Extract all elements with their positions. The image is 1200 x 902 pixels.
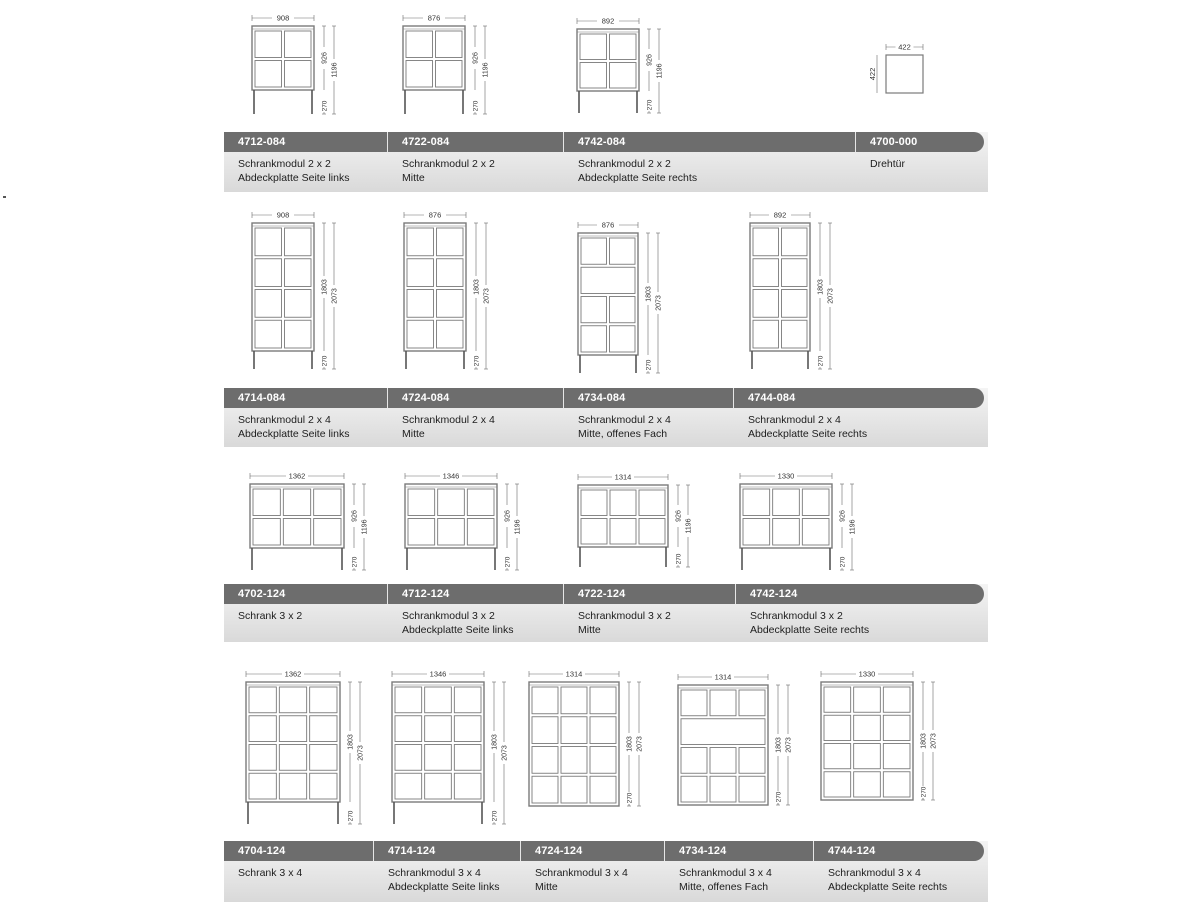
body-height-label: 1803 [775, 737, 783, 753]
door-panel [310, 745, 337, 771]
door-panel [314, 489, 341, 516]
product-code: 4722-084 [402, 136, 450, 148]
product-section-3 [224, 584, 988, 642]
door-panel [581, 297, 607, 323]
description-line: Schrankmodul 2 x 2 [238, 158, 331, 170]
width-label: 1346 [429, 669, 447, 679]
cabinet-drawing-4742-084 [577, 16, 664, 113]
door-panel [425, 716, 452, 742]
door-panel [886, 55, 923, 93]
door-panel [408, 489, 435, 516]
door-panel [824, 744, 851, 769]
door-panel [883, 687, 910, 712]
product-code: 4744-084 [748, 392, 796, 404]
door-panel [532, 687, 558, 714]
cabinet-drawing-4724-124 [529, 669, 644, 806]
door-panel [454, 716, 481, 742]
foot-height-label: 270 [321, 100, 329, 112]
door-panel [285, 320, 312, 348]
door-panel [883, 715, 910, 740]
product-description [679, 866, 772, 894]
door-panel [681, 690, 707, 716]
description-line: Schrankmodul 3 x 2 [750, 610, 843, 622]
body-height-label: 1803 [920, 733, 928, 749]
door-panel [285, 228, 312, 256]
door-panel [739, 776, 765, 802]
product-code: 4712-084 [238, 136, 286, 148]
door-panel [782, 228, 808, 256]
product-code: 4714-084 [238, 392, 286, 404]
foot-height-label: 270 [775, 791, 783, 803]
door-panel [739, 690, 765, 716]
description-line: Schrank 3 x 4 [238, 867, 303, 879]
product-code: 4742-124 [750, 588, 798, 600]
door-panel [710, 748, 736, 774]
foot-height-label: 270 [675, 553, 683, 565]
product-code: 4734-084 [578, 392, 626, 404]
door-panel [590, 687, 616, 714]
door-panel [532, 717, 558, 744]
door-panel [580, 63, 607, 89]
total-height-label: 2073 [930, 733, 938, 749]
door-panel [437, 290, 464, 318]
door-panel [824, 687, 851, 712]
width-label: 1362 [288, 471, 306, 481]
door-panel [581, 519, 607, 545]
total-height-label: 1196 [685, 518, 693, 534]
foot-height-label: 270 [817, 355, 825, 367]
total-height-label: 1196 [656, 63, 664, 79]
description-line: Schrankmodul 2 x 4 [578, 414, 671, 426]
door-panel [824, 772, 851, 797]
total-height-label: 2073 [785, 737, 793, 753]
door-panel [739, 748, 765, 774]
width-label: 1346 [442, 471, 460, 481]
door-panel [279, 745, 306, 771]
door-panel [395, 773, 422, 799]
door-panel [581, 238, 607, 264]
width-label: 876 [601, 220, 615, 230]
door-panel [436, 31, 463, 58]
door-panel [253, 519, 280, 546]
body-height-label: 1803 [321, 279, 329, 295]
foot-height-label: 270 [839, 556, 847, 568]
description-line: Abdeckplatte Seite links [388, 881, 500, 893]
door-panel [437, 228, 464, 256]
door-panel [407, 320, 434, 348]
door-panel [590, 776, 616, 803]
description-line: Drehtür [870, 158, 906, 170]
door-panel [253, 489, 280, 516]
width-label: 1314 [714, 672, 732, 682]
door-panel [743, 489, 770, 516]
cabinet-drawing-4722-084 [403, 13, 490, 114]
product-section-4 [224, 841, 988, 902]
product-code: 4724-124 [535, 845, 583, 857]
door-panel [590, 747, 616, 774]
foot-height-label: 270 [351, 556, 359, 568]
cabinet-drawing-4714-084 [252, 210, 339, 369]
door-panel [285, 61, 312, 88]
product-description [578, 609, 671, 637]
door-panel [395, 687, 422, 713]
product-description [402, 609, 513, 637]
bar-separator [387, 388, 388, 408]
door-panel [639, 490, 665, 516]
door-panel [610, 34, 637, 60]
door-panel [279, 716, 306, 742]
product-description [238, 413, 349, 441]
description-line: Abdeckplatte Seite links [238, 172, 350, 184]
product-description [238, 866, 302, 880]
door-panel [710, 776, 736, 802]
bar-separator [813, 841, 814, 861]
total-height-label: 1196 [361, 519, 369, 535]
width-label: 1314 [565, 669, 583, 679]
foot-height-label: 270 [321, 355, 329, 367]
door-panel [395, 716, 422, 742]
door-panel [773, 519, 800, 546]
door-panel [438, 489, 465, 516]
description-line: Abdeckplatte Seite links [238, 428, 350, 440]
door-panel [279, 687, 306, 713]
width-label: 1330 [858, 669, 876, 679]
door-panel [310, 773, 337, 799]
door-panel [314, 519, 341, 546]
door-panel [610, 490, 636, 516]
door-panel [425, 773, 452, 799]
door-panel [561, 747, 587, 774]
product-section-2 [224, 388, 988, 447]
bar-separator [387, 584, 388, 604]
door-panel [255, 228, 282, 256]
foot-height-label: 270 [472, 100, 480, 112]
door-panel [438, 519, 465, 546]
door-panel [610, 326, 636, 352]
cabinet-drawing-4700-000 [868, 42, 923, 93]
door-panel [710, 690, 736, 716]
total-height-label: 1196 [514, 519, 522, 535]
description-line: Mitte [402, 428, 425, 440]
product-code: 4734-124 [679, 845, 727, 857]
cabinet-drawing-4702-124 [250, 471, 369, 570]
door-panel [454, 745, 481, 771]
product-description [535, 866, 628, 894]
product-description [402, 413, 495, 441]
description-line: Schrankmodul 3 x 2 [402, 610, 495, 622]
door-panel [753, 259, 779, 287]
open-compartment [581, 267, 635, 293]
description-line: Mitte [535, 881, 558, 893]
door-panel [854, 744, 881, 769]
body-height-label: 926 [472, 52, 480, 64]
description-line: Schrank 3 x 2 [238, 610, 303, 622]
total-height-label: 2073 [357, 745, 365, 761]
description-line: Abdeckplatte Seite links [402, 624, 514, 636]
body-height-label: 1803 [817, 279, 825, 295]
body-height-label: 1803 [347, 734, 355, 750]
body-height-label: 1803 [473, 279, 481, 295]
door-panel [782, 290, 808, 318]
door-panel [283, 489, 310, 516]
bar-separator [387, 132, 388, 152]
door-panel [249, 745, 276, 771]
width-label: 892 [773, 210, 787, 220]
door-panel [610, 519, 636, 545]
body-height-label: 926 [321, 52, 329, 64]
cabinet-drawing-4734-124 [678, 672, 793, 805]
description-line: Schrankmodul 2 x 4 [238, 414, 331, 426]
foot-height-label: 270 [491, 810, 499, 822]
description-line: Schrankmodul 2 x 4 [748, 414, 841, 426]
description-line: Mitte [402, 172, 425, 184]
door-panel [610, 63, 637, 89]
door-panel [279, 773, 306, 799]
product-section-1 [224, 132, 988, 192]
door-panel [854, 687, 881, 712]
door-panel [467, 519, 494, 546]
door-panel [753, 290, 779, 318]
description-line: Schrankmodul 3 x 4 [535, 867, 628, 879]
door-panel [753, 228, 779, 256]
door-panel [310, 716, 337, 742]
door-panel [782, 320, 808, 348]
product-code: 4724-084 [402, 392, 450, 404]
width-label: 892 [601, 16, 615, 26]
foot-height-label: 270 [473, 355, 481, 367]
description-line: Mitte, offenes Fach [679, 881, 769, 893]
door-panel [581, 326, 607, 352]
door-panel [285, 31, 312, 58]
door-panel [436, 61, 463, 88]
door-panel [561, 687, 587, 714]
cabinet-drawing-4712-084 [252, 13, 339, 114]
product-code: 4700-000 [870, 136, 918, 148]
door-panel [406, 31, 433, 58]
product-code: 4722-124 [578, 588, 626, 600]
door-panel [610, 297, 636, 323]
door-panel [883, 772, 910, 797]
bar-separator [664, 841, 665, 861]
bar-separator [373, 841, 374, 861]
total-height-label: 1196 [849, 519, 857, 535]
product-code: 4704-124 [238, 845, 286, 857]
description-line: Schrankmodul 2 x 2 [402, 158, 495, 170]
product-code: 4702-124 [238, 588, 286, 600]
bar-separator [520, 841, 521, 861]
bar-separator [733, 388, 734, 408]
description-line: Schrankmodul 2 x 2 [578, 158, 671, 170]
description-line: Schrankmodul 2 x 4 [402, 414, 495, 426]
product-code: 4714-124 [388, 845, 436, 857]
cabinet-drawing-4704-124 [246, 669, 365, 824]
description-line: Abdeckplatte Seite rechts [748, 428, 868, 440]
bar-separator [563, 388, 564, 408]
door-panel [639, 519, 665, 545]
total-height-label: 2073 [636, 736, 644, 752]
door-panel [782, 259, 808, 287]
cabinet-drawing-4744-084 [750, 210, 835, 369]
product-code: 4744-124 [828, 845, 876, 857]
door-panel [407, 228, 434, 256]
description-line: Schrankmodul 3 x 4 [828, 867, 921, 879]
door-panel [437, 320, 464, 348]
total-height-label: 1196 [482, 62, 490, 78]
door-panel [681, 748, 707, 774]
door-panel [681, 776, 707, 802]
cabinet-drawing-4712-124 [405, 471, 522, 570]
width-label: 876 [427, 13, 441, 23]
foot-height-label: 270 [645, 359, 653, 371]
cabinet-drawing-4722-124 [578, 472, 693, 567]
product-description [578, 413, 671, 441]
door-panel [285, 259, 312, 287]
door-panel [883, 744, 910, 769]
foot-height-label: 270 [504, 556, 512, 568]
body-height-label: 926 [351, 510, 359, 522]
open-compartment [681, 719, 765, 745]
bar-separator [735, 584, 736, 604]
door-panel [561, 776, 587, 803]
door-panel [532, 776, 558, 803]
height-label: 422 [868, 67, 877, 81]
body-height-label: 926 [839, 510, 847, 522]
product-description [238, 157, 349, 185]
body-height-label: 926 [504, 510, 512, 522]
door-panel [581, 490, 607, 516]
door-panel [255, 290, 282, 318]
product-description [388, 866, 499, 894]
door-panel [255, 61, 282, 88]
door-panel [407, 290, 434, 318]
body-height-label: 1803 [491, 734, 499, 750]
bar-separator [855, 132, 856, 152]
body-height-label: 926 [675, 510, 683, 522]
body-height-label: 926 [646, 54, 654, 66]
door-panel [310, 687, 337, 713]
total-height-label: 2073 [827, 288, 835, 304]
foot-height-label: 270 [920, 786, 928, 798]
door-panel [425, 687, 452, 713]
width-label: 908 [276, 210, 290, 220]
product-code: 4742-084 [578, 136, 626, 148]
product-description [578, 157, 697, 185]
door-panel [407, 259, 434, 287]
description-line: Schrankmodul 3 x 4 [388, 867, 481, 879]
total-height-label: 2073 [501, 745, 509, 761]
door-panel [395, 745, 422, 771]
door-panel [425, 745, 452, 771]
product-description [870, 157, 905, 171]
door-panel [255, 320, 282, 348]
cabinet-drawing-4724-084 [404, 210, 491, 369]
product-description [748, 413, 867, 441]
width-label: 1314 [614, 472, 632, 482]
total-height-label: 2073 [655, 295, 663, 311]
door-panel [743, 519, 770, 546]
product-description [402, 157, 495, 185]
bar-separator [563, 584, 564, 604]
total-height-label: 1196 [331, 62, 339, 78]
width-label: 1362 [284, 669, 302, 679]
door-panel [255, 259, 282, 287]
width-label: 908 [276, 13, 290, 23]
product-code: 4712-124 [402, 588, 450, 600]
total-height-label: 2073 [331, 288, 339, 304]
body-height-label: 1803 [626, 736, 634, 752]
door-panel [249, 716, 276, 742]
door-panel [580, 34, 607, 60]
product-description [828, 866, 947, 894]
door-panel [283, 519, 310, 546]
door-panel [406, 61, 433, 88]
description-line: Mitte, offenes Fach [578, 428, 668, 440]
door-panel [467, 489, 494, 516]
margin-mark [3, 196, 6, 198]
door-panel [824, 715, 851, 740]
width-label: 876 [428, 210, 442, 220]
foot-height-label: 270 [626, 792, 634, 804]
door-panel [610, 238, 636, 264]
description-line: Abdeckplatte Seite rechts [578, 172, 698, 184]
door-panel [773, 489, 800, 516]
description-line: Abdeckplatte Seite rechts [750, 624, 870, 636]
door-panel [249, 773, 276, 799]
door-panel [802, 519, 829, 546]
foot-height-label: 270 [646, 99, 654, 111]
cabinet-drawing-4742-124 [740, 471, 857, 570]
door-panel [854, 772, 881, 797]
door-panel [802, 489, 829, 516]
door-panel [532, 747, 558, 774]
door-panel [561, 717, 587, 744]
product-description [238, 609, 302, 623]
description-line: Schrankmodul 3 x 2 [578, 610, 671, 622]
door-panel [854, 715, 881, 740]
door-panel [408, 519, 435, 546]
body-height-label: 1803 [645, 286, 653, 302]
cabinet-drawing-4744-124 [821, 669, 938, 800]
door-panel [753, 320, 779, 348]
door-panel [454, 773, 481, 799]
foot-height-label: 270 [347, 810, 355, 822]
door-panel [437, 259, 464, 287]
description-line: Schrankmodul 3 x 4 [679, 867, 772, 879]
cabinet-drawing-4714-124 [392, 669, 509, 824]
width-label: 422 [898, 42, 911, 52]
bar-separator [563, 132, 564, 152]
width-label: 1330 [777, 471, 795, 481]
cabinet-drawing-4734-084 [578, 220, 663, 373]
door-panel [454, 687, 481, 713]
product-description [750, 609, 869, 637]
description-line: Abdeckplatte Seite rechts [828, 881, 948, 893]
door-panel [249, 687, 276, 713]
description-line: Mitte [578, 624, 601, 636]
total-height-label: 2073 [483, 288, 491, 304]
door-panel [285, 290, 312, 318]
door-panel [590, 717, 616, 744]
door-panel [255, 31, 282, 58]
